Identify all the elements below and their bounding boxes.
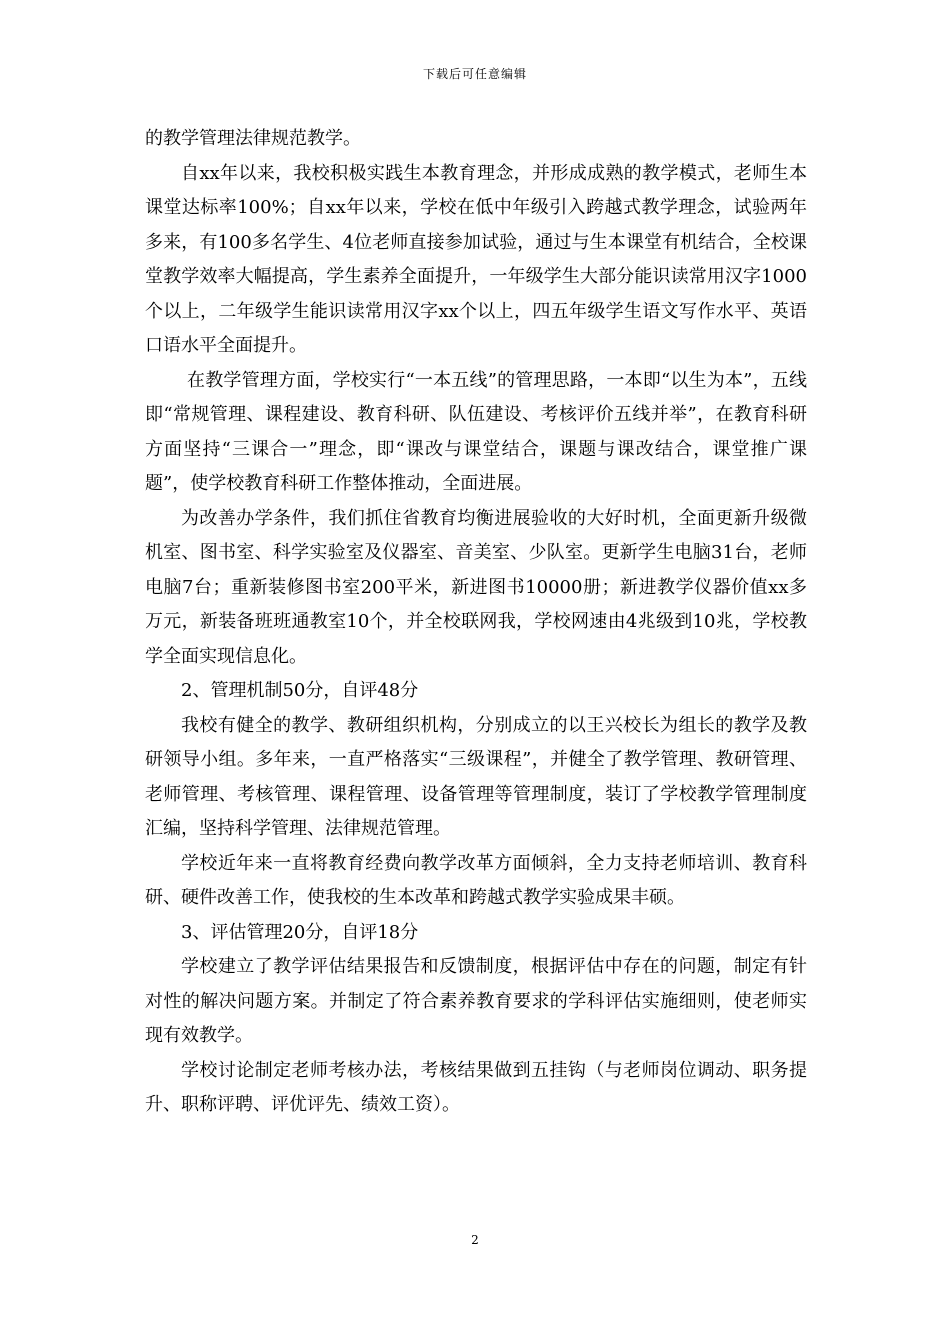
paragraph-teaching-management: 在教学管理方面，学校实行“一本五线”的管理思路，一本即“以生为本”，五线即“常规管理、课程建设、教育科研、队伍建设、考核评价五线并举”，在教育科研方面坚持“三课合一”理念，即“课改与课堂结合，课题与课改结合，课堂推广课题”，使学校教育科研工作整体推动，全面进展。 [145, 369, 807, 494]
paragraph-school-conditions: 为改善办学条件，我们抓住省教育均衡进展验收的大好时机，全面更新升级微机室、图书室、科学实验室及仪器室、音美室、少队室。更新学生电脑31台，老师电脑7台；重新装修图书室200平米，新进图书10000册；新进教学仪器价值xx多万元，新装备班班通教室10个，并全校联网我，学校网速由4兆级到10兆，学校教学全面实现信息化。 [145, 507, 807, 667]
page-header: 下载后可任意编辑 [422, 67, 527, 81]
page-number: 2 [471, 1233, 479, 1247]
section-heading-evaluation-management: 3、评估管理20分，自评18分 [181, 921, 419, 943]
paragraph-continuation: 的教学管理法律规范教学。 [145, 128, 361, 149]
paragraph-organization: 我校有健全的教学、教研组织机构，分别成立的以王兴校长为组长的教学及教研领导小组。多年来，一直严格落实“三级课程”，并健全了教学管理、教研管理、老师管理、考核管理、课程管理、设备管理等管理制度，装订了学校教学管理制度汇编，坚持科学管理、法律规范管理。 [145, 714, 807, 839]
section-heading-management-mechanism: 2、管理机制50分，自评48分 [181, 680, 419, 701]
paragraph-teaching-model: 自xx年以来，我校积极实践生本教育理念，并形成成熟的教学模式，老师生本课堂达标率100%；自xx年以来，学校在低中年级引入跨越式教学理念，试验两年多来，有100多名学生、4位老师直接参加试验，通过与生本课堂有机结合，全校课堂教学效率大幅提高，学生素养全面提升，一年级学生大部分能识读常用汉字1000个以上，二年级学生能识读常用汉字xx个以上，四五年级学生语文写作水平、英语口语水平全面提升。 [145, 162, 807, 356]
paragraph-funding: 学校近年来一直将教育经费向教学改革方面倾斜，全力支持老师培训、教育科研、硬件改善工作，使我校的生本改革和跨越式教学实验成果丰硕。 [145, 852, 807, 908]
document-body [145, 122, 807, 1123]
paragraph-evaluation-system: 学校建立了教学评估结果报告和反馈制度，根据评估中存在的问题，制定有针对性的解决问题方案。并制定了符合素养教育要求的学科评估实施细则，使老师实现有效教学。 [145, 956, 807, 1046]
paragraph-teacher-assessment: 学校讨论制定老师考核办法，考核结果做到五挂钩（与老师岗位调动、职务提升、职称评聘、评优评先、绩效工资）。 [145, 1059, 807, 1115]
